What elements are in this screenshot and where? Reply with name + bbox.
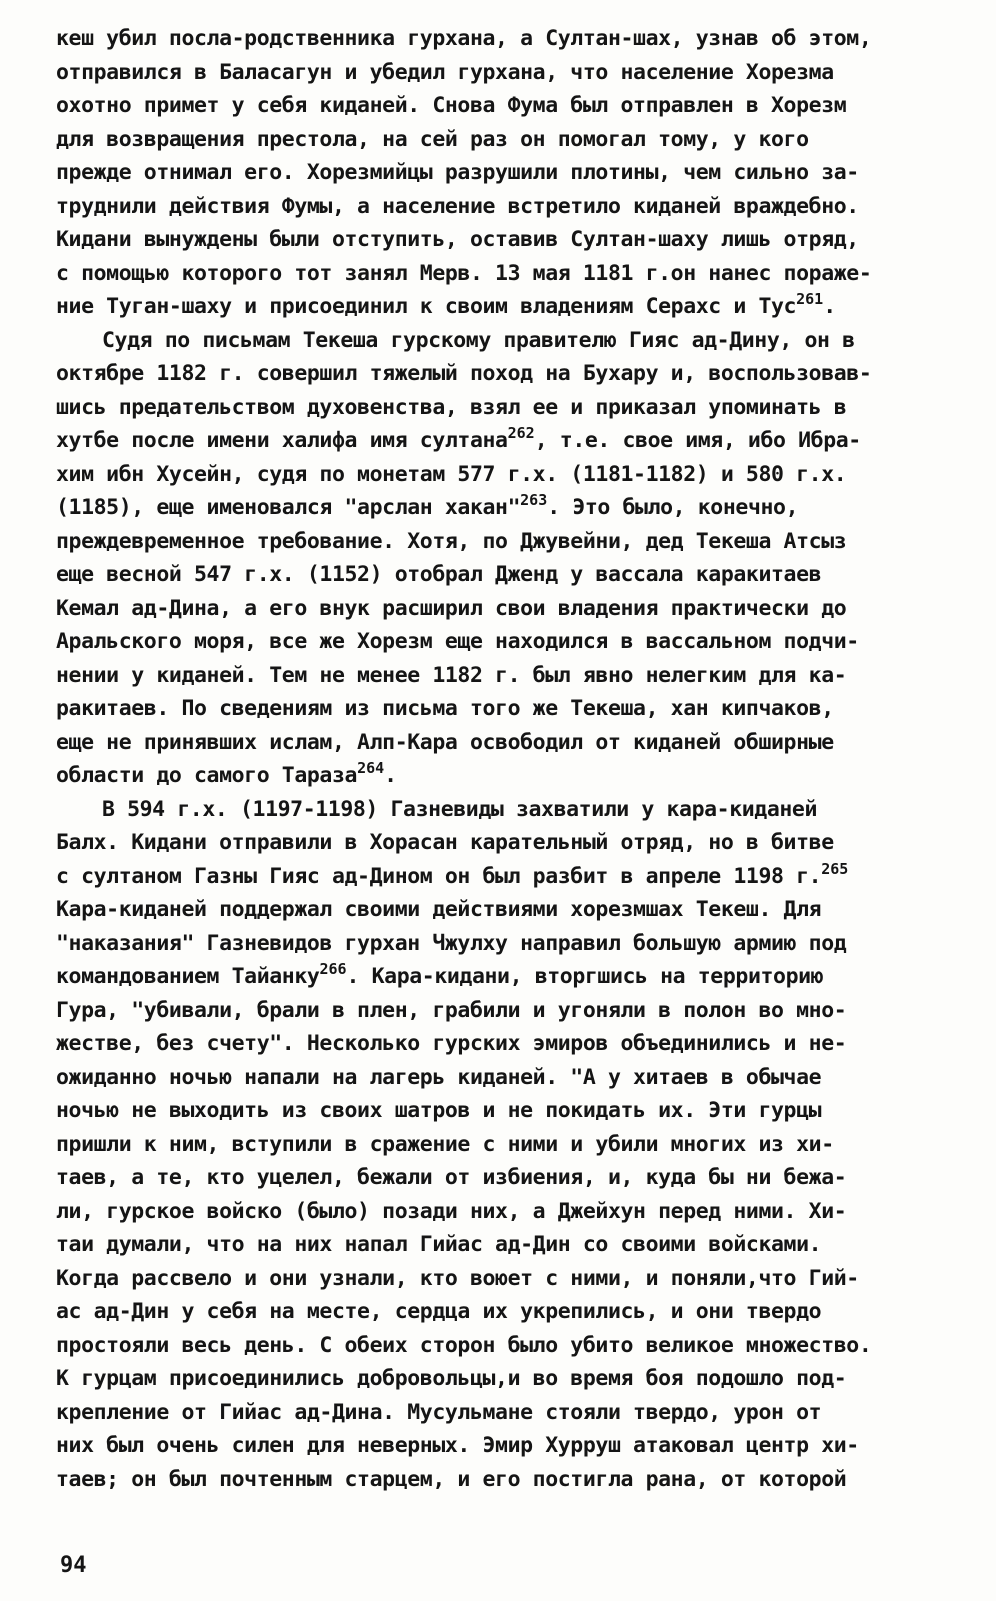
text-segment: Кемал ад-Дина, а его внук расширил свои владения практически до [56,595,847,621]
text-line [56,223,936,257]
text-line [56,56,936,90]
text-line [56,1329,936,1363]
text-line [56,458,936,492]
text-segment: ожиданно ночью напали на лагерь киданей. "А у хитаев в обычае [56,1064,822,1090]
text-segment: жестве, без счету". Несколько гурских эмиров объединились и не- [56,1031,847,1056]
text-line [56,89,936,123]
text-line [56,290,936,324]
text-segment: , т.е. свое имя, ибо Ибра- [534,428,861,453]
text-line [56,424,936,458]
text-segment: с помощью которого тот занял Мерв. 13 мая 1181 г.он нанес пораже- [56,260,872,286]
text-line [56,927,936,961]
text-line [56,726,936,760]
text-line [56,893,936,927]
text-segment: Гура, "убивали, брали в плен, грабили и угоняли в полон во мно- [56,997,847,1023]
text-segment: с султаном Газны Гияс ад-Дином он был разбит в апреле 1198 г. [56,863,822,889]
footnote-reference: 263 [520,491,548,509]
text-line [56,491,936,525]
text-line [56,1262,936,1296]
text-line [56,1195,936,1229]
footnote-reference: 262 [507,424,535,442]
text-line [56,759,936,793]
body-text [56,22,936,1496]
text-segment: таев, а те, кто уцелел, бежали от избиения, и, куда бы ни бежа- [56,1165,847,1190]
text-line [56,357,936,391]
text-segment: области до самого Тараза [56,763,358,788]
text-segment: пришли к ним, вступили в сражение с ними и убили многих из хи- [56,1131,834,1157]
text-line [56,860,936,894]
text-segment: крепление от Гийас ад-Дина. Мусульмане стояли твердо, урон от [56,1399,822,1425]
text-segment: нении у киданей. Тем не менее 1182 г. был явно нелегким для ка- [56,662,847,688]
text-segment: прежде отнимал его. Хорезмийцы разрушили плотины, чем сильно за- [56,160,859,185]
footnote-reference: 265 [821,859,849,878]
text-segment: . [384,763,397,788]
paragraph-first-line [56,324,936,358]
text-line [56,994,936,1028]
text-segment: Балх. Кидани отправили в Хорасан карательный отряд, но в битве [56,830,834,855]
text-segment: ли, гурское войско (было) позади них, а Джейхун перед ними. Хи- [56,1198,847,1224]
footnote-reference: 264 [357,759,385,777]
text-line [56,1228,936,1262]
text-segment: преждевременное требование. Хотя, по Джувейни, дед Текеша Атсыз [56,528,847,554]
text-segment: (1185), еще именовался "арслан хакан" [56,495,521,520]
text-segment: октябре 1182 г. совершил тяжелый поход на Бухару и, воспользовав- [56,361,872,386]
text-segment: кеш убил посла-родственника гурхана, а Султан-шах, узнав об этом, [56,26,872,51]
text-line [56,1061,936,1095]
text-line [56,625,936,659]
text-line [56,190,936,224]
text-line [56,391,936,425]
text-segment: К гурцам присоединились добровольцы,и во время боя подошло под- [56,1366,847,1391]
footnote-reference: 261 [796,290,824,308]
text-line [56,1027,936,1061]
text-segment: . Кара-кидани, вторгшись на территорию [346,964,824,989]
text-line [56,592,936,626]
text-line [56,1295,936,1329]
text-segment: . [823,294,836,319]
text-line [56,826,936,860]
text-segment: шись предательством духовенства, взял ее и приказал упоминать в [56,394,847,420]
text-line [56,1463,936,1497]
text-line [56,1094,936,1128]
text-line [56,123,936,157]
text-line [56,156,936,190]
text-segment: ние Туган-шаху и присоединил к своим владениям Серахс и Тус [56,294,797,319]
text-segment: хим ибн Хусейн, судя по монетам 577 г.х. (1181-1182) и 580 г.х. [56,461,847,487]
text-segment: Судя по письмам Текеша гурскому правителю Гияс ад-Дину, он в [102,327,855,353]
text-line [56,659,936,693]
text-segment: ас ад-Дин у себя на месте, сердца их укрепились, и они твердо [56,1299,822,1324]
text-line [56,960,936,994]
text-segment: . Это было, конечно, [547,495,799,520]
text-segment: хутбе после имени халифа имя султана [56,428,508,453]
text-segment: отправился в Баласагун и убедил гурхана, что население Хорезма [56,59,834,85]
text-segment: еще весной 547 г.х. (1152) отобрал Дженд у вассала каракитаев [56,562,822,587]
paragraph-first-line [56,793,936,827]
footnote-reference: 266 [319,960,347,978]
text-segment: Кидани вынуждены были отступить, оставив Султан-шаху лишь отряд, [56,227,859,252]
text-line [56,558,936,592]
text-segment: для возвращения престола, на сей раз он помогал тому, у кого [56,126,809,152]
text-line [56,692,936,726]
text-segment: Кара-киданей поддержал своими действиями хорезмшах Текеш. Для [56,897,822,922]
text-segment: еще не принявших ислам, Алп-Кара освободил от киданей обширные [56,729,834,755]
text-line [56,22,936,56]
text-segment: В 594 г.х. (1197-1198) Газневиды захватили у кара-киданей [102,796,818,822]
text-segment: труднили действия Фумы, а население встретило киданей враждебно. [56,193,859,219]
text-line [56,1396,936,1430]
text-segment: ночью не выходить из своих шатров и не покидать их. Эти гурцы [56,1098,822,1123]
text-segment: ракитаев. По сведениям из письма того же Текеша, хан кипчаков, [56,696,834,721]
text-segment: охотно примет у себя киданей. Снова Фума был отправлен в Хорезм [56,93,847,118]
text-segment: Когда рассвело и они узнали, кто воюет с ними, и поняли,что Гий- [56,1265,859,1291]
text-segment: "наказания" Газневидов гурхан Чжулху направил большую армию под [56,930,847,956]
text-line [56,257,936,291]
text-line [56,1128,936,1162]
text-line [56,1161,936,1195]
text-segment: командованием Тайанку [56,964,320,989]
text-segment: таи думали, что на них напал Гийас ад-Дин со своими войсками. [56,1232,822,1257]
text-line [56,1429,936,1463]
text-segment: Аральского моря, все же Хорезм еще находился в вассальном подчи- [56,629,859,654]
text-line [56,1362,936,1396]
text-segment: простояли весь день. С обеих сторон было убито великое множество. [56,1332,872,1358]
text-segment: таев; он был почтенным старцем, и его постигла рана, от которой [56,1466,847,1492]
text-segment: них был очень силен для неверных. Эмир Хурруш атаковал центр хи- [56,1433,859,1458]
text-line [56,525,936,559]
page-number: 94 [60,1553,87,1578]
